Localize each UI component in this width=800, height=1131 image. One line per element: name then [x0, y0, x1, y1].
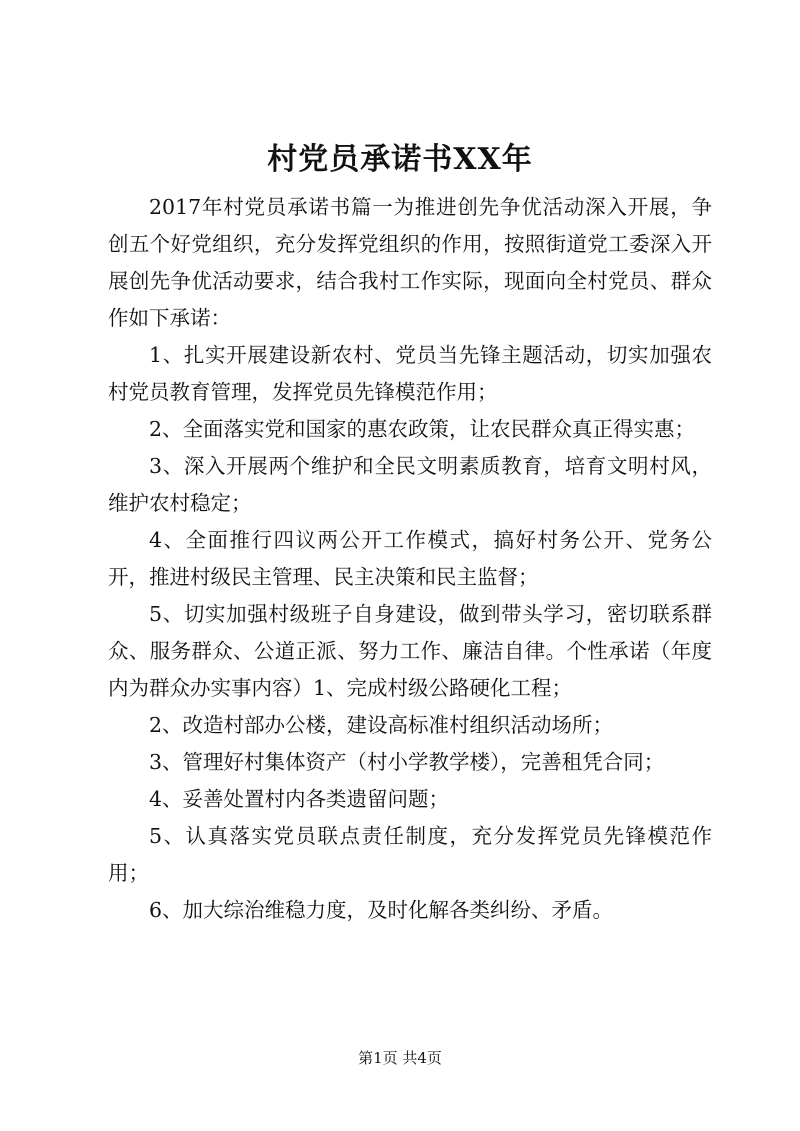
paragraph-personal-3: 3、管理好村集体资产（村小学教学楼），完善租凭合同；: [149, 750, 665, 774]
paragraph-item-2: 2、全面落实党和国家的惠农政策，让农民群众真正得实惠；: [149, 417, 696, 441]
paragraph-item-4: 4、全面推行四议两公开工作模式，搞好村务公开、党务公开，推进村级民主管理、民主决策和民主监督；: [108, 528, 712, 589]
paragraph-item-3: 3、深入开展两个维护和全民文明素质教育，培育文明村风，维护农村稳定；: [108, 454, 712, 515]
document-body: [108, 189, 712, 929]
document-title: 村党员承诺书XX年: [267, 142, 533, 177]
paragraph-personal-5: 5、认真落实党员联点责任制度，充分发挥党员先锋模范作用；: [108, 824, 712, 885]
paragraph-personal-4: 4、妥善处置村内各类遗留问题；: [149, 787, 450, 811]
paragraph-intro: 2017年村党员承诺书篇一为推进创先争优活动深入开展，争创五个好党组织，充分发挥党组织的作用，按照街道党工委深入开展创先争优活动要求，结合我村工作实际，现面向全村党员、群众作如下承诺：: [108, 195, 712, 330]
paragraph-personal-2: 2、改造村部办公楼，建设高标准村组织活动场所；: [149, 713, 614, 737]
paragraph-personal-6: 6、加大综治维稳力度，及时化解各类纠纷、矛盾。: [149, 898, 614, 922]
page-footer: 第1页 共4页: [358, 1049, 442, 1067]
paragraph-item-5: 5、切实加强村级班子自身建设，做到带头学习，密切联系群众、服务群众、公道正派、努力工作、廉洁自律。个性承诺（年度内为群众办实事内容）1、完成村级公路硬化工程；: [108, 602, 712, 700]
paragraph-item-1: 1、扎实开展建设新农村、党员当先锋主题活动，切实加强农村党员教育管理，发挥党员先锋模范作用；: [108, 343, 712, 404]
